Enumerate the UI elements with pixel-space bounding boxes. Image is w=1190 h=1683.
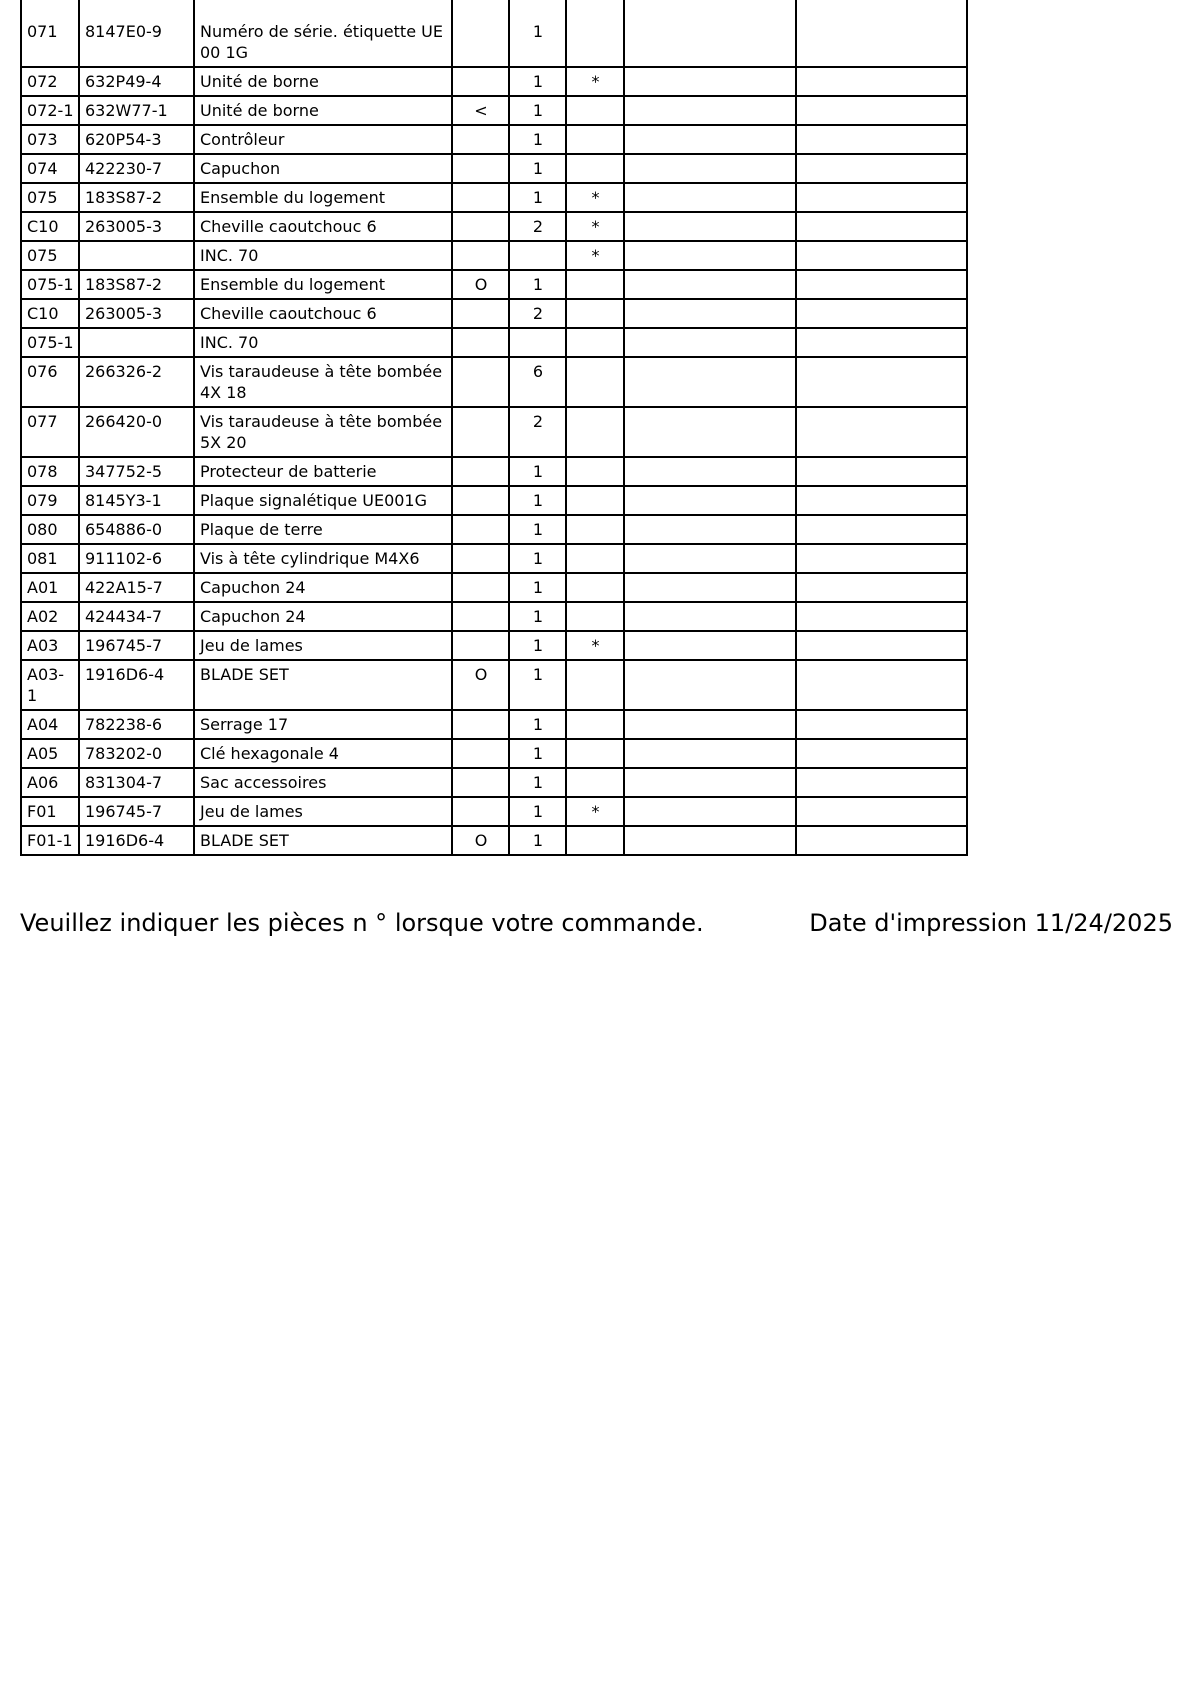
cell-flag: [566, 602, 624, 631]
cell-item-number: 073: [21, 125, 79, 154]
cell-quantity: 1: [509, 768, 566, 797]
cell-mark: <: [452, 96, 509, 125]
cell-item-number: C10: [21, 299, 79, 328]
cell-flag: [566, 515, 624, 544]
cell-part-number: 266420-0: [79, 407, 194, 457]
cell-flag: *: [566, 241, 624, 270]
cell-mark: [452, 328, 509, 357]
cell-mark: [452, 797, 509, 826]
cell-mark: [452, 710, 509, 739]
cell-mark: [452, 768, 509, 797]
cell-flag: *: [566, 797, 624, 826]
table-row: [21, 602, 967, 631]
cell-quantity: 1: [509, 183, 566, 212]
cell-flag: [566, 299, 624, 328]
cell-description: Ensemble du logement: [194, 183, 452, 212]
table-row: [21, 544, 967, 573]
cell-note-1: [624, 486, 796, 515]
table-row: [21, 241, 967, 270]
table-row: [21, 486, 967, 515]
cell-mark: O: [452, 270, 509, 299]
cell-note-2: [796, 357, 967, 407]
cell-part-number: 196745-7: [79, 797, 194, 826]
cell-item-number: A06: [21, 768, 79, 797]
cell-item-number: 079: [21, 486, 79, 515]
cell-mark: [452, 573, 509, 602]
cell-part-number: 654886-0: [79, 515, 194, 544]
cell-description: Sac accessoires: [194, 768, 452, 797]
cell-flag: [566, 125, 624, 154]
cell-mark: [452, 183, 509, 212]
cell-description: Ensemble du logement: [194, 270, 452, 299]
cell-part-number: 183S87-2: [79, 183, 194, 212]
cell-flag: [566, 710, 624, 739]
cell-part-number: [79, 241, 194, 270]
cell-note-2: [796, 154, 967, 183]
table-row: [21, 183, 967, 212]
cell-description: INC. 70: [194, 241, 452, 270]
cell-mark: [452, 125, 509, 154]
table-row: [21, 0, 967, 67]
cell-description: Capuchon 24: [194, 602, 452, 631]
cell-part-number: 183S87-2: [79, 270, 194, 299]
cell-flag: [566, 407, 624, 457]
cell-description: Plaque de terre: [194, 515, 452, 544]
cell-item-number: F01: [21, 797, 79, 826]
cell-quantity: 1: [509, 457, 566, 486]
cell-description: Numéro de série. étiquette UE00 1G: [194, 0, 452, 67]
cell-note-2: [796, 212, 967, 241]
cell-part-number: 422230-7: [79, 154, 194, 183]
cell-flag: [566, 544, 624, 573]
cell-description: Unité de borne: [194, 96, 452, 125]
cell-note-2: [796, 241, 967, 270]
cell-mark: [452, 515, 509, 544]
cell-note-2: [796, 407, 967, 457]
cell-note-2: [796, 0, 967, 67]
cell-note-1: [624, 0, 796, 67]
cell-item-number: 074: [21, 154, 79, 183]
cell-note-2: [796, 544, 967, 573]
order-instruction: Veuillez indiquer les pièces n ° lorsque votre commande.: [20, 909, 704, 937]
cell-quantity: 6: [509, 357, 566, 407]
cell-description: Capuchon 24: [194, 573, 452, 602]
table-row: [21, 660, 967, 710]
cell-note-1: [624, 407, 796, 457]
cell-note-1: [624, 797, 796, 826]
cell-item-number: 075: [21, 183, 79, 212]
table-row: [21, 573, 967, 602]
table-row: [21, 710, 967, 739]
cell-item-number: A03-1: [21, 660, 79, 710]
cell-part-number: 831304-7: [79, 768, 194, 797]
cell-description: Clé hexagonale 4: [194, 739, 452, 768]
cell-quantity: [509, 328, 566, 357]
cell-description: Serrage 17: [194, 710, 452, 739]
cell-item-number: 078: [21, 457, 79, 486]
cell-mark: [452, 241, 509, 270]
cell-note-1: [624, 299, 796, 328]
cell-item-number: F01-1: [21, 826, 79, 855]
cell-quantity: 1: [509, 710, 566, 739]
cell-part-number: [79, 328, 194, 357]
cell-note-1: [624, 660, 796, 710]
cell-quantity: 2: [509, 299, 566, 328]
cell-flag: *: [566, 212, 624, 241]
cell-mark: [452, 544, 509, 573]
cell-flag: *: [566, 631, 624, 660]
cell-note-2: [796, 67, 967, 96]
cell-description: INC. 70: [194, 328, 452, 357]
cell-quantity: 1: [509, 486, 566, 515]
cell-note-2: [796, 710, 967, 739]
cell-quantity: 1: [509, 96, 566, 125]
cell-part-number: 422A15-7: [79, 573, 194, 602]
cell-quantity: 1: [509, 270, 566, 299]
cell-description: Unité de borne: [194, 67, 452, 96]
cell-item-number: A05: [21, 739, 79, 768]
cell-quantity: 1: [509, 573, 566, 602]
cell-part-number: 347752-5: [79, 457, 194, 486]
cell-note-1: [624, 67, 796, 96]
cell-description: Vis taraudeuse à tête bombée 5X 20: [194, 407, 452, 457]
cell-part-number: 263005-3: [79, 212, 194, 241]
cell-note-1: [624, 328, 796, 357]
cell-note-1: [624, 212, 796, 241]
cell-quantity: 1: [509, 826, 566, 855]
cell-item-number: 076: [21, 357, 79, 407]
cell-flag: [566, 328, 624, 357]
cell-quantity: 1: [509, 67, 566, 96]
cell-flag: [566, 154, 624, 183]
cell-quantity: [509, 241, 566, 270]
cell-note-2: [796, 457, 967, 486]
cell-mark: [452, 739, 509, 768]
cell-part-number: 424434-7: [79, 602, 194, 631]
cell-part-number: 632W77-1: [79, 96, 194, 125]
cell-mark: [452, 457, 509, 486]
cell-part-number: 1916D6-4: [79, 660, 194, 710]
cell-flag: [566, 96, 624, 125]
cell-note-1: [624, 357, 796, 407]
table-row: [21, 768, 967, 797]
cell-description: Cheville caoutchouc 6: [194, 299, 452, 328]
cell-description: Cheville caoutchouc 6: [194, 212, 452, 241]
cell-note-1: [624, 602, 796, 631]
cell-note-1: [624, 154, 796, 183]
cell-flag: [566, 0, 624, 67]
table-row: [21, 96, 967, 125]
cell-item-number: C10: [21, 212, 79, 241]
cell-mark: [452, 357, 509, 407]
cell-description: Jeu de lames: [194, 631, 452, 660]
table-row: [21, 299, 967, 328]
cell-note-1: [624, 573, 796, 602]
cell-mark: [452, 154, 509, 183]
cell-part-number: 620P54-3: [79, 125, 194, 154]
cell-part-number: 782238-6: [79, 710, 194, 739]
cell-description: BLADE SET: [194, 660, 452, 710]
cell-flag: [566, 660, 624, 710]
cell-note-2: [796, 631, 967, 660]
cell-note-2: [796, 739, 967, 768]
cell-mark: [452, 299, 509, 328]
cell-flag: [566, 357, 624, 407]
parts-table-body: [21, 0, 967, 855]
cell-part-number: 1916D6-4: [79, 826, 194, 855]
cell-item-number: 072: [21, 67, 79, 96]
cell-item-number: A04: [21, 710, 79, 739]
cell-mark: O: [452, 826, 509, 855]
cell-flag: [566, 573, 624, 602]
table-row: [21, 67, 967, 96]
cell-flag: *: [566, 183, 624, 212]
table-row: [21, 270, 967, 299]
cell-note-1: [624, 631, 796, 660]
cell-quantity: 1: [509, 544, 566, 573]
cell-quantity: 2: [509, 212, 566, 241]
table-row: [21, 457, 967, 486]
cell-mark: [452, 0, 509, 67]
cell-quantity: 1: [509, 660, 566, 710]
cell-note-1: [624, 768, 796, 797]
cell-note-1: [624, 457, 796, 486]
cell-mark: [452, 212, 509, 241]
cell-mark: [452, 67, 509, 96]
cell-flag: [566, 826, 624, 855]
table-row: [21, 212, 967, 241]
table-row: [21, 826, 967, 855]
cell-item-number: 072-1: [21, 96, 79, 125]
cell-note-2: [796, 486, 967, 515]
cell-note-1: [624, 544, 796, 573]
table-row: [21, 154, 967, 183]
cell-item-number: 077: [21, 407, 79, 457]
cell-note-2: [796, 602, 967, 631]
table-row: [21, 631, 967, 660]
cell-note-1: [624, 125, 796, 154]
table-row: [21, 797, 967, 826]
table-row: [21, 515, 967, 544]
table-row: [21, 357, 967, 407]
cell-note-2: [796, 299, 967, 328]
cell-note-2: [796, 270, 967, 299]
cell-mark: [452, 631, 509, 660]
cell-note-1: [624, 710, 796, 739]
cell-description: Contrôleur: [194, 125, 452, 154]
print-date: Date d'impression 11/24/2025: [809, 909, 1173, 937]
cell-quantity: 1: [509, 0, 566, 67]
cell-note-2: [796, 96, 967, 125]
cell-item-number: 071: [21, 0, 79, 67]
cell-note-1: [624, 826, 796, 855]
cell-flag: [566, 768, 624, 797]
cell-part-number: 632P49-4: [79, 67, 194, 96]
cell-note-1: [624, 183, 796, 212]
cell-item-number: 075: [21, 241, 79, 270]
table-row: [21, 739, 967, 768]
cell-flag: [566, 486, 624, 515]
cell-flag: *: [566, 67, 624, 96]
cell-mark: [452, 486, 509, 515]
cell-item-number: A01: [21, 573, 79, 602]
cell-note-1: [624, 739, 796, 768]
cell-mark: [452, 602, 509, 631]
cell-note-2: [796, 125, 967, 154]
cell-description: BLADE SET: [194, 826, 452, 855]
cell-note-1: [624, 270, 796, 299]
cell-description: Vis à tête cylindrique M4X6: [194, 544, 452, 573]
cell-mark: O: [452, 660, 509, 710]
cell-item-number: 080: [21, 515, 79, 544]
table-row: [21, 328, 967, 357]
cell-flag: [566, 457, 624, 486]
cell-part-number: 263005-3: [79, 299, 194, 328]
cell-note-2: [796, 573, 967, 602]
cell-item-number: A03: [21, 631, 79, 660]
cell-note-2: [796, 328, 967, 357]
cell-note-2: [796, 660, 967, 710]
cell-item-number: 081: [21, 544, 79, 573]
cell-mark: [452, 407, 509, 457]
cell-note-1: [624, 241, 796, 270]
cell-part-number: 911102-6: [79, 544, 194, 573]
cell-note-2: [796, 183, 967, 212]
cell-quantity: 1: [509, 154, 566, 183]
cell-description: Capuchon: [194, 154, 452, 183]
cell-description: Vis taraudeuse à tête bombée 4X 18: [194, 357, 452, 407]
cell-quantity: 1: [509, 515, 566, 544]
cell-note-2: [796, 797, 967, 826]
cell-note-1: [624, 96, 796, 125]
cell-part-number: 8145Y3-1: [79, 486, 194, 515]
cell-description: Protecteur de batterie: [194, 457, 452, 486]
cell-quantity: 1: [509, 797, 566, 826]
cell-quantity: 1: [509, 739, 566, 768]
cell-part-number: 196745-7: [79, 631, 194, 660]
cell-description: Plaque signalétique UE001G: [194, 486, 452, 515]
cell-quantity: 1: [509, 631, 566, 660]
cell-quantity: 1: [509, 125, 566, 154]
cell-note-2: [796, 826, 967, 855]
table-row: [21, 407, 967, 457]
cell-part-number: 783202-0: [79, 739, 194, 768]
cell-part-number: 266326-2: [79, 357, 194, 407]
cell-flag: [566, 270, 624, 299]
cell-part-number: 8147E0-9: [79, 0, 194, 67]
cell-quantity: 2: [509, 407, 566, 457]
cell-item-number: 075-1: [21, 270, 79, 299]
cell-note-2: [796, 768, 967, 797]
cell-quantity: 1: [509, 602, 566, 631]
table-row: [21, 125, 967, 154]
cell-description: Jeu de lames: [194, 797, 452, 826]
cell-flag: [566, 739, 624, 768]
parts-table: [20, 0, 968, 856]
cell-item-number: 075-1: [21, 328, 79, 357]
cell-note-1: [624, 515, 796, 544]
cell-item-number: A02: [21, 602, 79, 631]
cell-note-2: [796, 515, 967, 544]
